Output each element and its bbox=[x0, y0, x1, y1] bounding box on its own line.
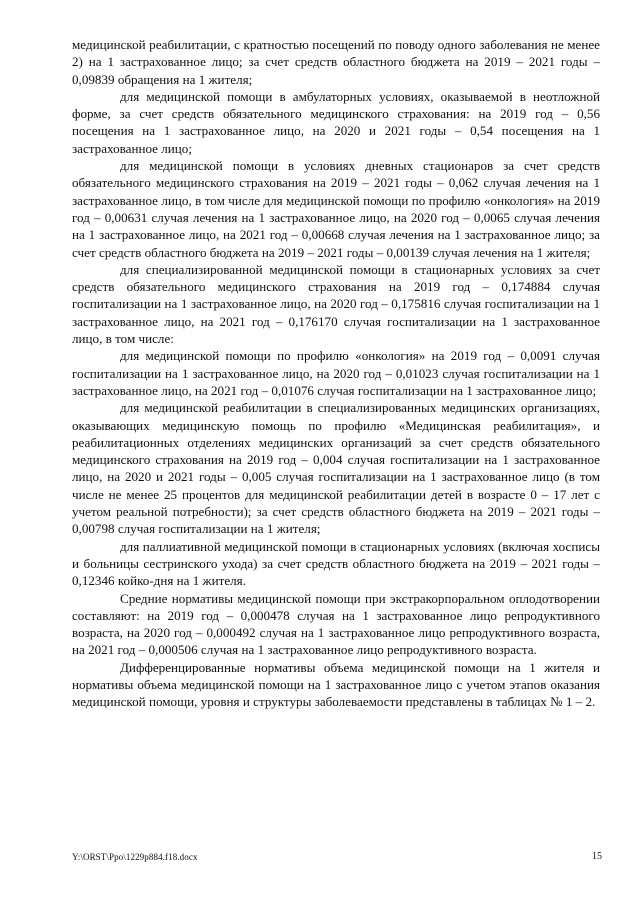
paragraph-specialized-inpatient: для специализированной медицинской помощи в стационарных условиях за счет средств обязательного медицинского страхования на 2019 год – 0,174884 случая госпитализации на 1 застрахованное лицо, на 2020 год – 0,175816 случая госпитализации на 1 застрахованное лицо, на 2021 год – 0,176170 случая госпитализации на 1 застрахованное лицо, в том числе: bbox=[72, 261, 600, 347]
paragraph-emergency-outpatient: для медицинской помощи в амбулаторных условиях, оказываемой в неотложной форме, за счет средств обязательного медицинского страхования: на 2019 год – 0,56 посещения на 1 застрахованное лицо, на 2020 и 2021 годы – 0,54 посещения на 1 застрахованное лицо; bbox=[72, 88, 600, 156]
paragraph-ivf-norms: Средние нормативы медицинской помощи при экстракорпоральном оплодотворении составляют: на 2019 год – 0,000478 случая на 1 застрахованное лицо репродуктивного возраста, на 2020 год – 0,000492 случая на 1 застрахованное лицо репродуктивного возраста, на 2021 год – 0,000506 случая на 1 застрахованное лицо репродуктивного возраста. bbox=[72, 590, 600, 658]
paragraph-palliative: для паллиативной медицинской помощи в стационарных условиях (включая хосписы и больницы сестринского ухода) за счет средств областного бюджета на 2019 – 2021 годы – 0,12346 койко-дня на 1 жителя. bbox=[72, 538, 600, 589]
document-body bbox=[72, 36, 600, 711]
paragraph-differentiated-norms: Дифференцированные нормативы объема медицинской помощи на 1 жителя и нормативы объема медицинской помощи на 1 застрахованное лицо с учетом этапов оказания медицинской помощи, уровня и структуры заболеваемости представлены в таблицах № 1 – 2. bbox=[72, 659, 600, 710]
paragraph-day-hospital: для медицинской помощи в условиях дневных стационаров за счет средств обязательного медицинского страхования на 2019 – 2021 годы – 0,062 случая лечения на 1 застрахованное лицо, в том числе для медицинской помощи по профилю «онкология» на 2019 год – 0,00631 случая лечения на 1 застрахованное лицо, на 2020 год – 0,0065 случая лечения на 1 застрахованное лицо, на 2021 год – 0,00668 случая лечения на 1 застрахованное лицо; за счет средств областного бюджета на 2019 – 2021 годы – 0,00139 случая лечения на 1 жителя; bbox=[72, 158, 600, 260]
footer-file-path: Y:\ORST\Ppo\1229p884.f18.docx bbox=[72, 852, 198, 862]
footer-page-number: 15 bbox=[592, 851, 602, 862]
paragraph-oncology-inpatient: для медицинской помощи по профилю «онкология» на 2019 год – 0,0091 случая госпитализации на 1 застрахованное лицо, на 2020 год – 0,01023 случая госпитализации на 1 застрахованное лицо, на 2021 год – 0,01076 случая госпитализации на 1 застрахованное лицо; bbox=[72, 348, 600, 398]
paragraph-continuation: медицинской реабилитации, с кратностью посещений по поводу одного заболевания не менее 2) на 1 застрахованное лицо; за счет средств областного бюджета на 2019 – 2021 годы – 0,09839 обращения на 1 жителя; bbox=[72, 37, 600, 87]
paragraph-rehabilitation: для медицинской реабилитации в специализированных медицинских организациях, оказывающих медицинскую помощь по профилю «Медицинская реабилитация», и реабилитационных отделениях медицинских организаций за счет средств обязательного медицинского страхования на 2019 год – 0,004 случая госпитализации на 1 застрахованное лицо, на 2020 и 2021 годы – 0,005 случая госпитализации на 1 застрахованное лицо (в том числе не менее 25 процентов для медицинской реабилитации детей в возрасте 0 – 17 лет с учетом реальной потребности); за счет средств областного бюджета на 2019 – 2021 годы – 0,00798 случая госпитализации на 1 жителя; bbox=[72, 400, 600, 537]
